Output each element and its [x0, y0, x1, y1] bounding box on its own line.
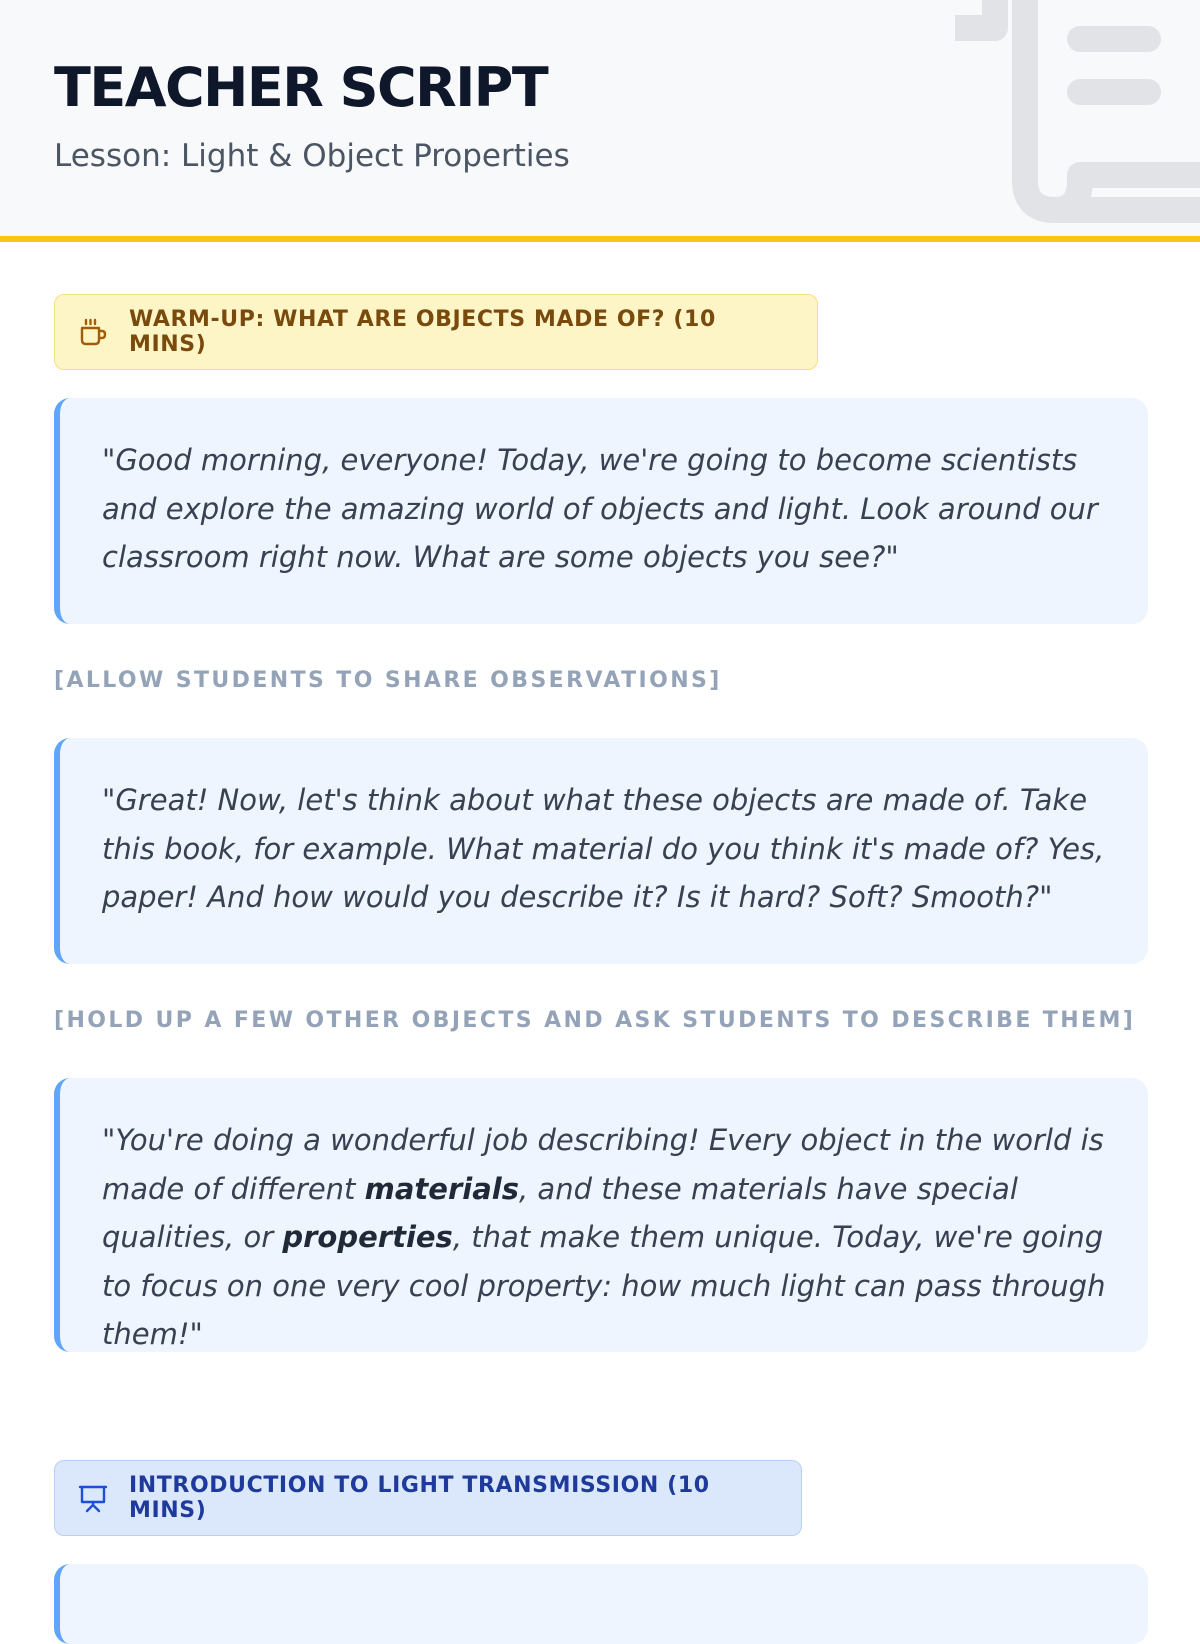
script-content	[54, 294, 1148, 1644]
page-header	[0, 0, 1200, 242]
page-title: TEACHER SCRIPT	[54, 56, 548, 119]
section-header-warmup	[54, 294, 818, 370]
section-label: INTRODUCTION TO LIGHT TRANSMISSION (10 MINS)	[129, 1473, 710, 1523]
teacher-quote: "Great! Now, let's think about what these objects are made of. Take this book, for example. What material do you think it's made of? Yes, paper! And how would you describe it? Is it hard? Soft? Smooth?"	[54, 738, 1148, 964]
coffee-cup-icon	[77, 316, 109, 348]
section-label: WARM-UP: WHAT ARE OBJECTS MADE OF? (10 MINS)	[129, 307, 716, 357]
lesson-subtitle: Lesson: Light & Object Properties	[54, 138, 570, 174]
stage-direction: [HOLD UP A FEW OTHER OBJECTS AND ASK STUDENTS TO DESCRIBE THEM]	[54, 1008, 1136, 1033]
quote-text: , and these materials have special qualities, or	[102, 1171, 1018, 1254]
teacher-quote	[54, 1078, 1148, 1352]
teacher-quote: "Good morning, everyone! Today, we're going to become scientists and explore the amazing world of objects and light. Look around our classroom right now. What are some objects you see?"	[54, 398, 1148, 624]
teacher-quote	[54, 1564, 1148, 1644]
quote-text: "You're doing a wonderful job describing! Every object in the world is made of different	[102, 1123, 1104, 1206]
presentation-board-icon	[77, 1482, 109, 1514]
term-properties: properties	[282, 1220, 453, 1254]
stage-direction: [ALLOW STUDENTS TO SHARE OBSERVATIONS]	[54, 668, 722, 693]
script-scroll-icon	[955, 0, 1200, 236]
term-materials: materials	[364, 1171, 519, 1206]
quote-text: , that make them unique. Today, we're going to focus on one very cool property: how much light can pass through them!"	[102, 1220, 1106, 1351]
section-header-introduction	[54, 1460, 802, 1536]
